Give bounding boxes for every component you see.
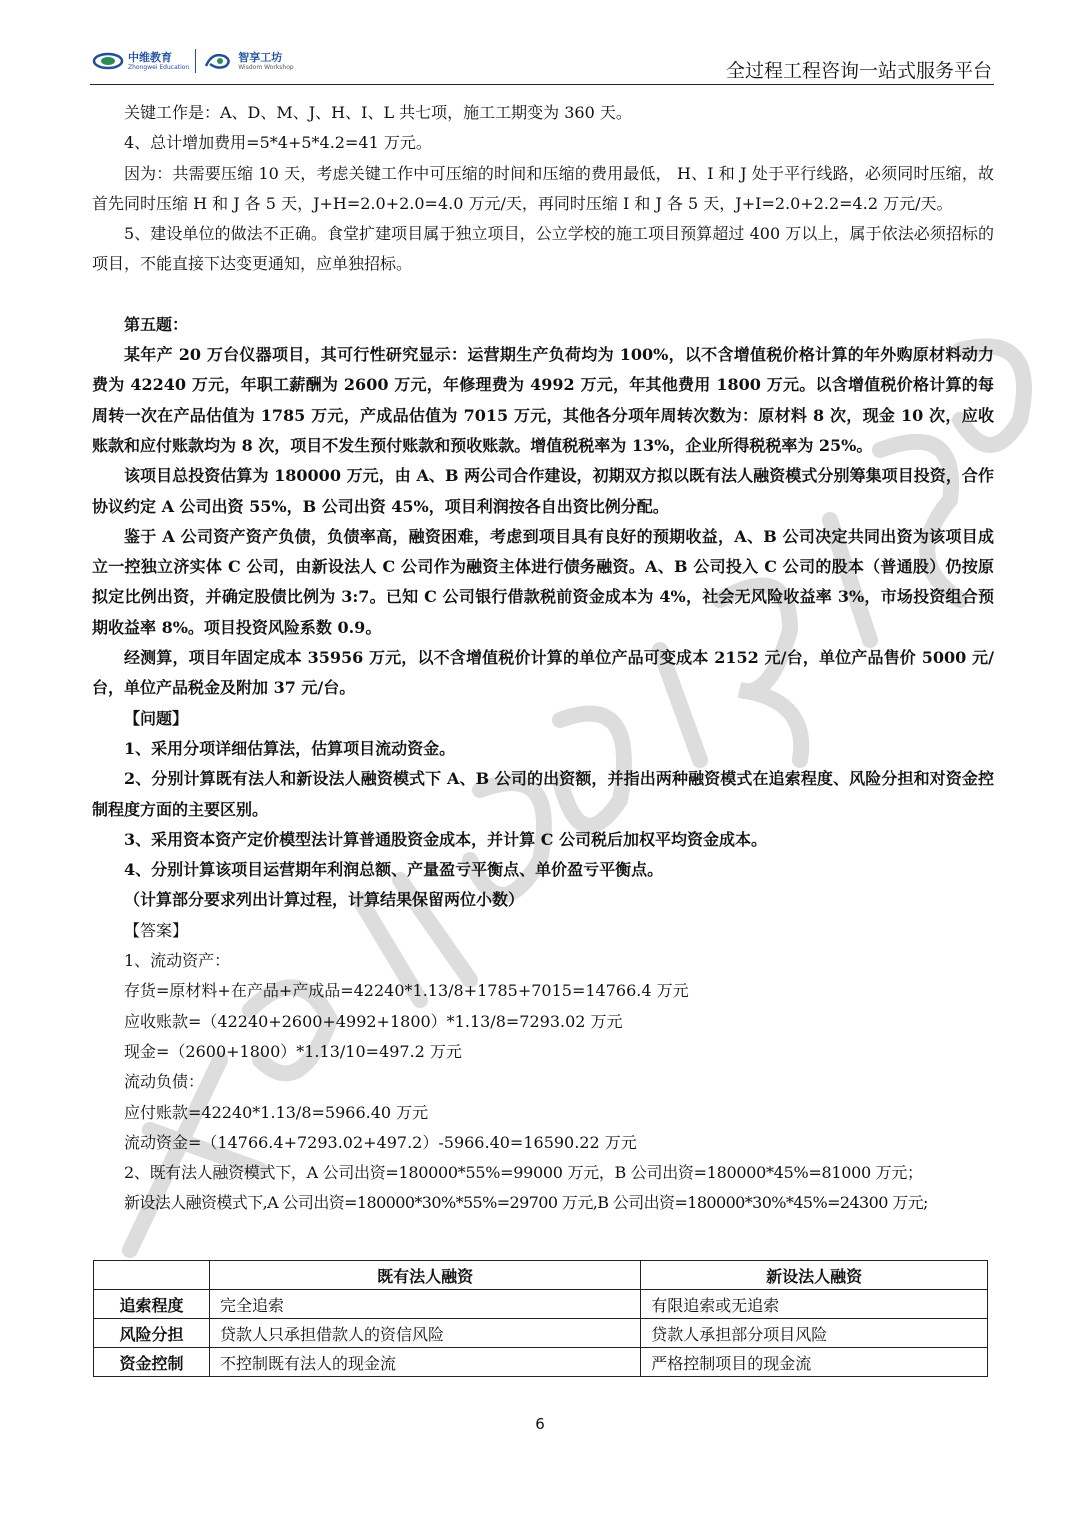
answer-heading: 【答案】 bbox=[124, 920, 189, 940]
answer-line: 流动资金=（14766.4+7293.02+497.2）-5966.40=16590.22 万元 bbox=[124, 1132, 637, 1152]
row-header-cell: 风险分担 bbox=[94, 1319, 210, 1348]
text-line: 4、总计增加费用=5*4+5*4.2=41 万元。 bbox=[124, 133, 432, 153]
table-row bbox=[94, 1290, 988, 1319]
table-cell: 有限追索或无追索 bbox=[641, 1290, 988, 1319]
question-item: 4、分别计算该项目运营期年利润总额、产量盈亏平衡点、单价盈亏平衡点。 bbox=[124, 860, 664, 880]
question-item: 2、分别计算既有法人和新设法人融资模式下 A、B 公司的出资额，并指出两种融资模式在追索程度、风险分担和对资金控制程度方面的主要区别。 bbox=[92, 769, 994, 819]
page-number: 6 bbox=[535, 1415, 545, 1433]
table-header-row bbox=[94, 1261, 988, 1290]
row-header-cell: 资金控制 bbox=[94, 1348, 210, 1377]
answer-line: 现金=（2600+1800）*1.13/10=497.2 万元 bbox=[124, 1041, 462, 1061]
table-row bbox=[94, 1319, 988, 1348]
table-cell: 贷款人承担部分项目风险 bbox=[641, 1319, 988, 1348]
section-heading: 第五题： bbox=[124, 314, 189, 334]
table-row bbox=[94, 1348, 988, 1377]
question-paragraph: 该项目总投资估算为 180000 万元，由 A、B 两公司合作建设，初期双方拟以既有法人融资模式分别筹集项目投资，合作协议约定 A 公司出资 55%，B 公司出资 45%，项目利润按各自出资比例分配。 bbox=[92, 466, 994, 516]
question-paragraph: 经测算，项目年固定成本 35956 万元，以不含增值税价计算的单位产品可变成本 2152 元/台，单位产品售价 5000 元/台，单位产品税金及附加 37 元/台。 bbox=[92, 648, 994, 698]
question-item: 3、采用资本资产定价模型法计算普通股资金成本，并计算 C 公司税后加权平均资金成本。 bbox=[124, 829, 768, 849]
table-header-cell: 新设法人融资 bbox=[641, 1261, 988, 1290]
answer-line: 2、既有法人融资模式下，A 公司出资=180000*55%=99000 万元，B 公司出资=180000*45%=81000 万元； bbox=[124, 1163, 923, 1183]
answer-line: 应付账款=42240*1.13/8=5966.40 万元 bbox=[124, 1102, 429, 1122]
wisdom-logo-icon bbox=[202, 50, 234, 72]
table-cell: 严格控制项目的现金流 bbox=[641, 1348, 988, 1377]
table-cell: 不控制既有法人的现金流 bbox=[210, 1348, 641, 1377]
question-item: 1、采用分项详细估算法，估算项目流动资金。 bbox=[124, 738, 456, 758]
table-header-cell bbox=[94, 1261, 210, 1290]
brand-logos bbox=[92, 46, 294, 76]
text-paragraph: 因为：共需要压缩 10 天，考虑关键工作中可压缩的时间和压缩的费用最低， H、I 和 J 处于平行线路，必须同时压缩，故首先同时压缩 H 和 J 各 5 天，J+H=2.0+2.0=4.0 万元/天，再同时压缩 I 和 J 各 5 天，J+I=2.0+2.2=4.2 万元/天。 bbox=[92, 163, 994, 213]
platform-title: 全过程工程咨询一站式服务平台 bbox=[725, 60, 992, 82]
question-paragraph: 某年产 20 万台仪器项目，其可行性研究显示：运营期生产负荷均为 100%，以不含增值税价格计算的年外购原材料动力费为 42240 万元，年职工薪酬为 2600 万元，年修理费为 4992 万元，年其他费用 1800 万元。以含增值税价格计算的每周转一次在产品估值为 1785 万元，产成品估值为 7015 万元，其他各分项年周转次数为：原材料 8 次，现金 10 次，应收账款和应付账款均为 8 次，项目不发生预付账款和预收账款。增值税税率为 13%，企业所得税税率为 25%。 bbox=[92, 345, 994, 455]
questions-heading: 【问题】 bbox=[124, 708, 189, 728]
text-paragraph: 5、建设单位的做法不正确。食堂扩建项目属于独立项目，公立学校的施工项目预算超过 400 万以上，属于依法必须招标的项目，不能直接下达变更通知，应单独招标。 bbox=[92, 224, 994, 274]
question-paragraph: 鉴于 A 公司资产资产负债，负债率高，融资困难，考虑到项目具有良好的预期收益，A、B 公司决定共同出资为该项目成立一控独立济实体 C 公司，由新设法人 C 公司作为融资主体进行债务融资。A、B 公司投入 C 公司的股本（普通股）仍按原拟定比例出资，并确定股债比例为 3:7。已知 C 公司银行借款税前资金成本为 4%，社会无风险收益率 3%，市场投资组合预期收益率 8%。项目投资风险系数 0.9。 bbox=[92, 526, 994, 637]
financing-comparison-table bbox=[93, 1260, 988, 1377]
zhongwei-logo-icon bbox=[92, 50, 124, 72]
answer-line: 新设法人融资模式下,A 公司出资=180000*30%*55%=29700 万元,B 公司出资=180000*30%*45%=24300 万元; bbox=[124, 1193, 928, 1213]
logo-zhongwei-cn: 中维教育 bbox=[128, 50, 172, 64]
page-header bbox=[90, 40, 994, 85]
answer-line: 1、流动资产： bbox=[124, 951, 231, 971]
table-cell: 完全追索 bbox=[210, 1290, 641, 1319]
text-line: 关键工作是：A、D、M、J、H、I、L 共七项，施工工期变为 360 天。 bbox=[124, 103, 632, 122]
paragraph-gap bbox=[92, 280, 994, 310]
table-header-cell: 既有法人融资 bbox=[210, 1261, 641, 1290]
logo-wisdom-en: Wisdom Workshop bbox=[238, 63, 294, 71]
answer-line: 流动负债： bbox=[124, 1072, 205, 1092]
logo-wisdom-cn: 智享工坊 bbox=[238, 50, 283, 64]
document-body bbox=[92, 98, 994, 1219]
row-header-cell: 追索程度 bbox=[94, 1290, 210, 1319]
logo-zhongwei-en: Zhongwei Education bbox=[128, 63, 190, 71]
question-note: （计算部分要求列出计算过程，计算结果保留两位小数） bbox=[124, 890, 525, 910]
table-cell: 贷款人只承担借款人的资信风险 bbox=[210, 1319, 641, 1348]
answer-line: 应收账款=（42240+2600+4992+1800）*1.13/8=7293.02 万元 bbox=[124, 1011, 623, 1031]
answer-line: 存货=原材料+在产品+产成品=42240*1.13/8+1785+7015=14766.4 万元 bbox=[124, 981, 689, 1001]
logo-separator bbox=[195, 49, 196, 73]
